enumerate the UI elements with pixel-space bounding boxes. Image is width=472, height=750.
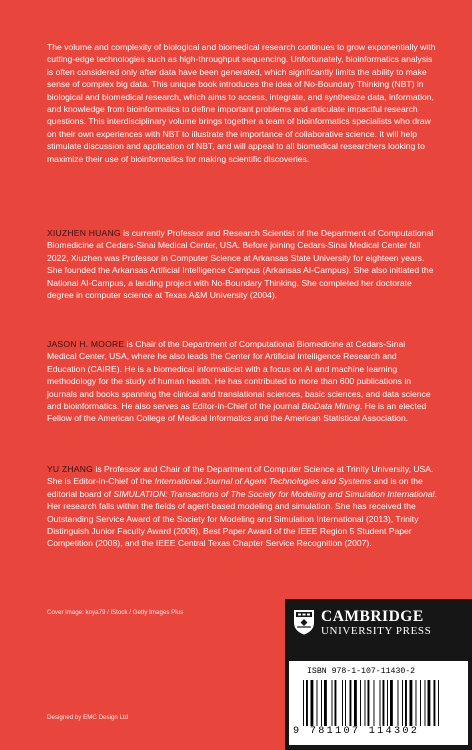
author-bio-huang — [47, 227, 437, 301]
author-name: XIUZHEN HUANG — [47, 228, 121, 238]
author-bio-text: is currently Professor and Research Scientist of the Department of Computational Biomedicine at Cedars-Sinai Medical Center, USA. Before joining Cedars-Sinai Medical Center fall 2022, Xiuzhen was Professor in Computer Science at Arkansas State University for eighteen years. She founded the Arkansas Artificial Intelligence Campus (Arkansas AI-Campus). She also initiated the National AI-Campus, a landing project with No-Boundary Thinking. She completed her doctorate degree in computer science at Texas A&M University (2004). — [47, 228, 434, 301]
barcode-bar — [365, 680, 366, 726]
author-bio-text: and is on the editorial board of — [47, 476, 423, 499]
barcode-bar — [350, 680, 352, 726]
barcode-bar — [402, 680, 403, 726]
author-bio-zhang — [47, 463, 437, 550]
isbn-label: ISBN 978-1-107-11430-2 — [307, 667, 416, 676]
author-bio-text: . Her research falls within the fields of agent-based modeling and simulation. She has received the Outstanding Service Award of the Society for Modeling and Simulation International (2013), Trinity Distinguish Junior Faculty Award (2008), Best Paper Award of the IEEE Region 5 Student Paper Competition (2008), and the IEEE Central Texas Chapter Service Recognition (2007). — [47, 488, 437, 549]
barcode-digits: 9 781107 114302 — [293, 726, 420, 737]
barcode-bar — [380, 680, 381, 726]
author-bio-moore — [47, 338, 437, 425]
barcode-bar — [428, 680, 431, 726]
barcode-bar — [303, 680, 304, 726]
barcode-bar — [354, 680, 357, 726]
cambridge-crest-icon — [293, 609, 315, 635]
barcode-bar — [332, 680, 333, 726]
design-credit: Designed by EMC Design Ltd — [47, 714, 129, 721]
publisher-subname: UNIVERSITY PRESS — [321, 625, 432, 637]
barcode-bar — [324, 680, 327, 726]
barcode-bar — [410, 680, 413, 726]
barcode-bar — [306, 680, 308, 726]
barcode-bars — [303, 680, 453, 726]
barcode-bar — [383, 680, 385, 726]
author-bio-text: is Chair of the Department of Computational Biomedicine at Cedars-Sinai Medical Center, USA, where he also leads the Center for Artificial Intelligence Research and Education (CAIRE). He is a biomedical informaticist with a focus on AI and machine learning methodology for the study of human health. He has contributed to more than 600 publications in journals and books spanning the clinical and translational sciences, basic sciences, and data science and bioinformatics. He also serves as Editor-in-Chief of the journal — [47, 339, 431, 412]
barcode-bar — [368, 680, 370, 726]
barcode-bar — [398, 680, 399, 726]
back-cover-blurb: The volume and complexity of biological and biomedical research continues to grow exponentially with cutting-edge technologies such as high-throughput sequencing. Unfortunately, bioinformatics analysis is often considered only after data have been generated, which significantly limits the ability to make sense of complex big data. This unique book introduces the idea of No-Boundary Thinking (NBT) in biological and biomedical research, which aims to access, integrate, and synthesize data, information, and knowledge from bioinformatics to define important problems and articulate impactful research questions. This interdisciplinary volume brings together a team of bioinformatics specialists who draw on their own experiences with NBT to illustrate the importance of collaborative science. It will help stimulate discussion and application of NBT, and will appeal to all biomedical researchers looking to maximize their use of bioinformatics for making scientific discoveries. — [47, 42, 436, 164]
barcode-bar — [425, 680, 426, 726]
barcode-bar — [374, 680, 375, 726]
publisher-name: CAMBRIDGE — [321, 608, 424, 625]
barcode-bar — [434, 680, 436, 726]
author-name: YU ZHANG — [47, 464, 94, 474]
author-bio-text: is Professor and Chair of the Department of Computer Science at Trinity University, USA. She is Editor-in-Chief of the — [47, 464, 434, 487]
barcode-bar — [390, 680, 393, 726]
isbn-barcode — [289, 661, 468, 745]
journal-title: BioData Mining — [301, 401, 360, 412]
barcode-bar — [342, 680, 343, 726]
barcode-bar — [321, 680, 322, 726]
publisher-logo — [293, 606, 463, 644]
barcode-bar — [420, 680, 421, 726]
barcode-bar — [311, 680, 314, 726]
barcode-bar — [345, 680, 346, 726]
barcode-bar — [387, 680, 388, 726]
barcode-bar — [360, 680, 361, 726]
barcode-bar — [335, 680, 337, 726]
cover-image-credit: Cover image: koya79 / iStock / Getty Images Plus — [47, 609, 184, 616]
author-bio-text: . He is an elected Fellow of the American College of Medical Informatics and the American Statistical Association. — [47, 401, 427, 424]
author-name: JASON H. MOORE — [47, 339, 125, 349]
journal-title: SIMULATION: Transactions of The Society for Modeling and Simulation International — [113, 488, 435, 499]
barcode-bar — [405, 680, 407, 726]
journal-title: International Journal of Agent Technologies and Systems — [154, 476, 372, 487]
barcode-bar — [317, 680, 318, 726]
barcode-bar — [438, 680, 439, 726]
barcode-bar — [416, 680, 417, 726]
